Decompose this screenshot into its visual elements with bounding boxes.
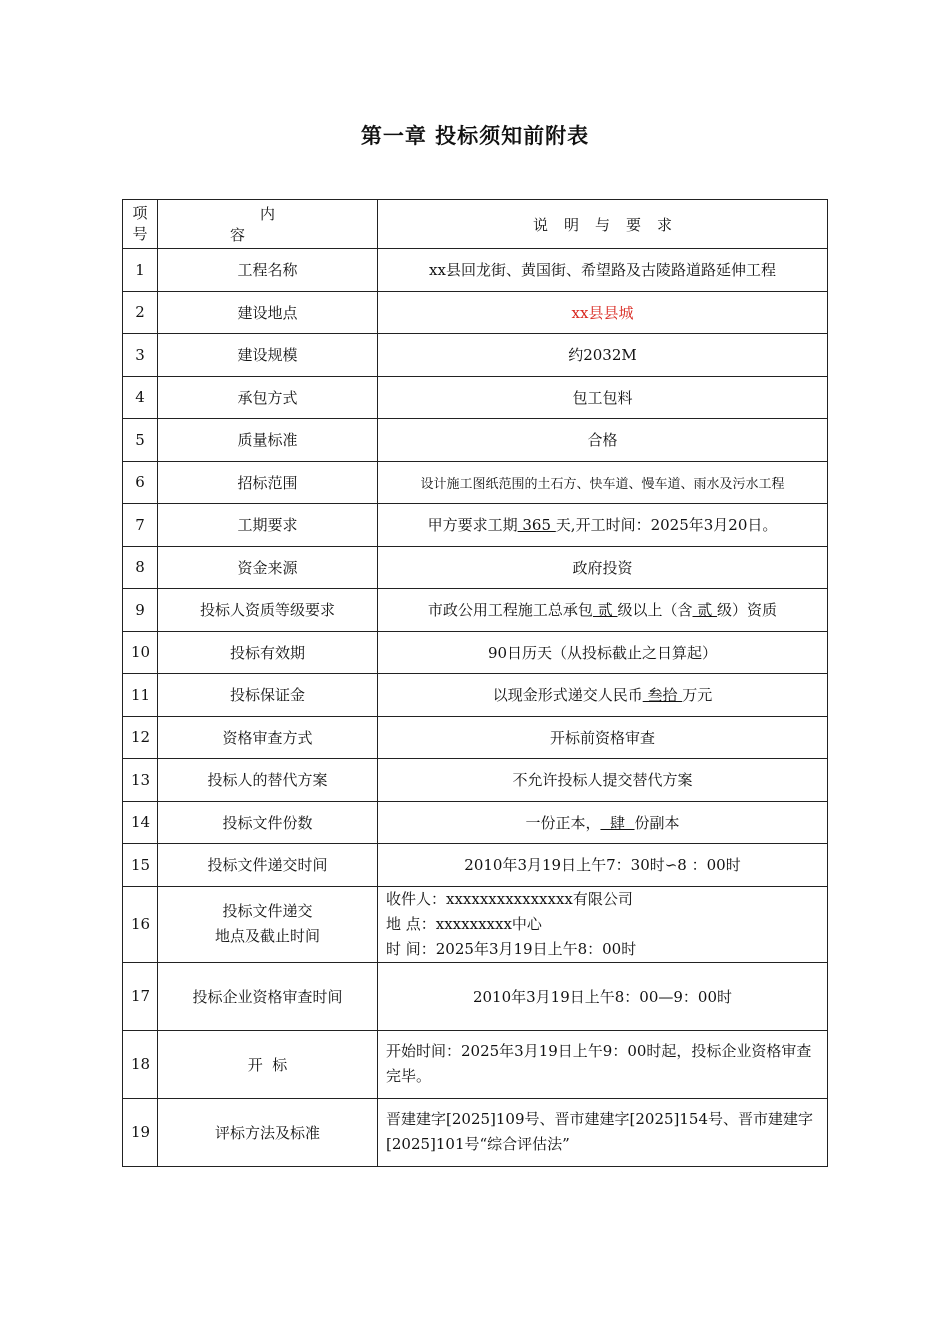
row-desc: 包工包料 xyxy=(378,376,828,419)
table-row xyxy=(123,631,828,674)
table-row xyxy=(123,249,828,292)
underlined-value: 肆 xyxy=(600,813,635,832)
row-number: 13 xyxy=(123,759,158,802)
row-desc: 2010年3月19日上午7：30时∽8 ：00时 xyxy=(378,844,828,887)
row-number: 19 xyxy=(123,1098,158,1166)
row-number: 11 xyxy=(123,674,158,717)
row-desc: 政府投资 xyxy=(378,546,828,589)
row-item: 评标方法及标准 xyxy=(158,1098,378,1166)
item-line: 投标文件递交 xyxy=(222,902,313,920)
table-row xyxy=(123,334,828,377)
desc-text: 市政公用工程施工总承包 xyxy=(427,601,593,620)
desc-text: 级）资质 xyxy=(717,601,778,620)
table-row xyxy=(123,461,828,504)
desc-text: 万元 xyxy=(682,686,713,705)
row-desc: 开标前资格审查 xyxy=(378,716,828,759)
row-item: 投标人资质等级要求 xyxy=(158,589,378,632)
header-desc-label: 说明与要求 xyxy=(532,215,688,234)
row-number: 15 xyxy=(123,844,158,887)
row-item: 投标文件份数 xyxy=(158,801,378,844)
row-desc: 不允许投标人提交替代方案 xyxy=(378,759,828,802)
row-item: 资格审查方式 xyxy=(158,716,378,759)
row-desc: 2010年3月19日上午8：00—9：00时 xyxy=(378,962,828,1030)
table-header-row xyxy=(123,200,828,249)
row-desc xyxy=(378,886,828,962)
row-item: 投标有效期 xyxy=(158,631,378,674)
row-item: 质量标准 xyxy=(158,419,378,462)
row-item: 投标企业资格审查时间 xyxy=(158,962,378,1030)
row-number: 12 xyxy=(123,716,158,759)
page-title: 第一章 投标须知前附表 xyxy=(360,124,590,148)
desc-line: 地 点：xxxxxxxxx中心 xyxy=(386,914,542,933)
item-line: 地点及截止时间 xyxy=(214,927,320,945)
underlined-value: 贰 xyxy=(592,601,618,620)
row-number: 18 xyxy=(123,1030,158,1098)
desc-text: 份副本 xyxy=(634,813,680,832)
underlined-value: 叁拾 xyxy=(642,686,683,705)
table-row xyxy=(123,1030,828,1098)
table-row xyxy=(123,759,828,802)
desc-line: 时 间：2025年3月19日上午8：00时 xyxy=(386,939,637,958)
row-desc xyxy=(378,589,828,632)
row-item: 投标人的替代方案 xyxy=(158,759,378,802)
row-item xyxy=(158,886,378,962)
row-number: 17 xyxy=(123,962,158,1030)
table-row xyxy=(123,801,828,844)
row-number: 10 xyxy=(123,631,158,674)
desc-text: 级以上（含 xyxy=(617,601,693,620)
table-row xyxy=(123,419,828,462)
header-desc xyxy=(378,200,828,249)
table-row xyxy=(123,589,828,632)
row-number: 14 xyxy=(123,801,158,844)
row-number: 9 xyxy=(123,589,158,632)
table-row xyxy=(123,291,828,334)
row-number: 1 xyxy=(123,249,158,292)
header-no-part2: 号 xyxy=(132,225,148,243)
desc-text: 一份正本， xyxy=(525,813,601,832)
row-desc xyxy=(378,801,828,844)
header-no-part1: 项 xyxy=(132,204,148,222)
table-row xyxy=(123,546,828,589)
row-desc xyxy=(378,674,828,717)
row-desc: 晋建建字[2025]109号、晋市建建字[2025]154号、晋市建建字[2025]101号“综合评估法” xyxy=(378,1098,828,1166)
table-row xyxy=(123,504,828,547)
row-number: 8 xyxy=(123,546,158,589)
row-number: 3 xyxy=(123,334,158,377)
desc-text: 以现金形式递交人民币 xyxy=(492,686,643,705)
row-desc: 开始时间：2025年3月19日上午9：00时起，投标企业资格审查完毕。 xyxy=(378,1030,828,1098)
row-item: 资金来源 xyxy=(158,546,378,589)
row-desc: 设计施工图纸范围的土石方、快车道、慢车道、雨水及污水工程 xyxy=(378,461,828,504)
desc-text: 甲方要求工期 xyxy=(427,516,518,535)
table-row xyxy=(123,716,828,759)
underlined-value: 贰 xyxy=(692,601,718,620)
header-content-label: 内容 xyxy=(229,205,335,244)
row-item: 开 标 xyxy=(158,1030,378,1098)
row-desc xyxy=(378,504,828,547)
table-row xyxy=(123,674,828,717)
underlined-value: 365 xyxy=(517,516,556,535)
header-no xyxy=(123,200,158,249)
table-row xyxy=(123,376,828,419)
row-number: 7 xyxy=(123,504,158,547)
row-item: 招标范围 xyxy=(158,461,378,504)
row-item: 投标保证金 xyxy=(158,674,378,717)
row-item: 建设规模 xyxy=(158,334,378,377)
bid-notice-table xyxy=(122,199,828,1167)
row-number: 5 xyxy=(123,419,158,462)
header-content xyxy=(158,200,378,249)
row-desc: xx县回龙街、黄国街、希望路及古陵路道路延伸工程 xyxy=(378,249,828,292)
row-number: 4 xyxy=(123,376,158,419)
table-row xyxy=(123,844,828,887)
table-row xyxy=(123,962,828,1030)
row-item: 工程名称 xyxy=(158,249,378,292)
row-desc: 90日历天（从投标截止之日算起） xyxy=(378,631,828,674)
desc-line: 收件人：xxxxxxxxxxxxxxx有限公司 xyxy=(386,889,633,908)
desc-text: 天,开工时间：2025年3月20日。 xyxy=(555,516,778,535)
table-row xyxy=(123,1098,828,1166)
row-item: 建设地点 xyxy=(158,291,378,334)
row-number: 16 xyxy=(123,886,158,962)
row-item: 投标文件递交时间 xyxy=(158,844,378,887)
table-row xyxy=(123,886,828,962)
row-number: 6 xyxy=(123,461,158,504)
row-item: 承包方式 xyxy=(158,376,378,419)
row-desc: 合格 xyxy=(378,419,828,462)
row-number: 2 xyxy=(123,291,158,334)
row-desc: xx县县城 xyxy=(378,291,828,334)
row-desc: 约2032M xyxy=(378,334,828,377)
row-item: 工期要求 xyxy=(158,504,378,547)
